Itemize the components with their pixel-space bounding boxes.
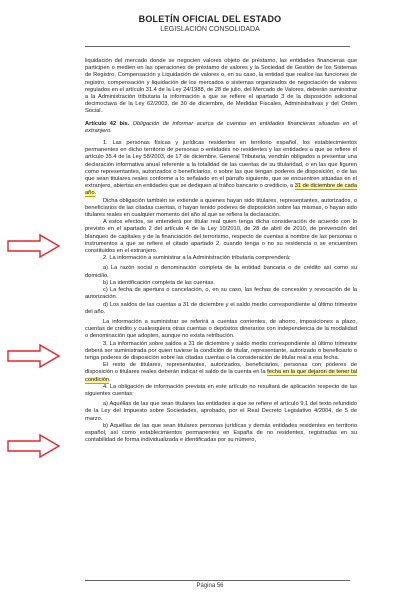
highlighted-text: fecha en la que dejaron de tener tal condición bbox=[85, 369, 357, 383]
paragraph: Dicha obligación también se extiende a quienes hayan sido titulares, representantes, autorizados, o beneficiarios de las citadas cuentas, o hayan tenido poderes de disposición sobre las mismas, o hayan sido titulares reales en cualquier momento del año al que se refiera la declaración. bbox=[85, 197, 357, 219]
list-item: a) La razón social o denominación completa de la entidad bancaria o de crédito así como su domicilio. bbox=[85, 265, 357, 279]
paragraph-text: 1. Las personas físicas y jurídicas residentes en territorio español, los establecimientos permanentes en dicho territorio de personas o entidades no residentes y las entidades a que se refiere el artículo 35.4 de la Ley 58/2003, de 17 de diciembre, General Tributaria, vendrán obligados a presentar una declaración informativa anual referente a la totalidad de las cuentas de su titularidad, o en las que figuren como representantes, autorizados o beneficiarios, o sobre las que tengan poderes de disposición, o de las que sean titulares reales conforme a lo señalado en el párrafo siguiente, que se encuentren situadas en el extranjero, abiertas en entidades que se dediquen al tráfico bancario o crediticio, a bbox=[85, 140, 357, 190]
annotation-arrow-icon bbox=[6, 433, 62, 459]
paragraph: 2. La información a suministrar a la Administración tributaria comprenderá: bbox=[103, 255, 291, 262]
paragraph-text: . bbox=[94, 190, 97, 197]
list-item: b) La identificación completa de las cuentas. bbox=[103, 279, 215, 286]
paragraph bbox=[85, 140, 357, 198]
paragraph: La información a suministrar se referirá a cuentas corrientes, de ahorro, imposiciones a plazo, cuentas de crédito y cualesquiera otras cuentas o depósitos dinerarios con independencia de la modalidad o denominación que adopten, aunque no exista retribución. bbox=[85, 318, 357, 340]
footer-divider bbox=[85, 580, 350, 581]
document-header bbox=[0, 14, 420, 34]
annotation-arrow-icon bbox=[6, 343, 62, 369]
document-body bbox=[85, 58, 357, 444]
paragraph: b) Aquéllas de las que sean titulares personas jurídicas y demás entidades residentes en territorio español, así como establecimientos permanentes en España de no residentes, registradas en su contabilidad de forma individualizada e identificadas por su número, bbox=[85, 422, 357, 444]
article-title: Obligación de informar acerca de cuentas en entidades financieras situadas en el extranjero. bbox=[85, 120, 357, 134]
header-divider bbox=[85, 46, 350, 47]
paragraph-text: El resto de titulares, representantes, autorizados, beneficiarios, personas con poderes de disposición o titulares reales deberán indicar el saldo de la cuenta en la bbox=[85, 362, 357, 376]
paragraph: 3. La información sobre saldos a 31 de diciembre y saldo medio correspondiente al último trimestre deberá ser suministrada por quien tuviese la condición de titular, representante, autorizado o beneficiario o tenga poderes de disposición sobre las citadas cuentas o la consideración de titular real a esa fecha. bbox=[85, 340, 357, 361]
annotation-arrow-icon bbox=[6, 233, 62, 259]
paragraph: a) Aquéllas de las que sean titulares las entidades a que se refiere el artículo 9.1 del texto refundido de la Ley del Impuesto sobre Sociedades, aprobado, por el Real Decreto Legislativo 4/2004, de 5 de marzo. bbox=[85, 401, 357, 422]
page-number: Página 56 bbox=[196, 583, 224, 589]
paragraph: liquidación del mercado donde se negocien valores objeto de préstamo, las entidades financieras que participen o medien en las operaciones de préstamo de valores y la Sociedad de Gestión de los Sistemas de Registro, Compensación y Liquidación de valores o, en su caso, la entidad que realice las funciones de registro, compensación y liquidación de los mercados o sistemas organizados de negociación de valores regulados en el artículo 31.4 de la Ley 24/1988, de 28 de julio, del Mercado de Valores, deberán suministrar a la Administración tributaria la información a que se refiere el apartado 3 de la disposición adicional decimoctava de la Ley 62/2003, de 30 de diciembre, de Medidas Fiscales, Administrativas y del Orden Social. bbox=[85, 58, 357, 115]
header-title: BOLETÍN OFICIAL DEL ESTADO bbox=[138, 14, 282, 24]
paragraph bbox=[85, 362, 357, 384]
paragraph: A estos efectos, se entenderá por titular real quien tenga dicha consideración de acuerdo con lo previsto en el apartado 2 del artículo 4 de la Ley 10/2010, de 28 de abril de 2010, de prevención del blanqueo de capitales y de la financiación del terrorismo, respecto de cuentas a nombre de las personas o instrumentos a que se refiere el citado apartado 2, cuando tenga o no su residencia o se encuentren constituidos en el extranjero. bbox=[85, 219, 357, 255]
highlighted-text: 31 de diciembre de cada año bbox=[85, 183, 357, 197]
list-item: d) Los saldos de las cuentas a 31 de diciembre y el saldo medio correspondiente al último trimestre del año. bbox=[85, 301, 357, 315]
paragraph-text: . bbox=[109, 376, 111, 383]
article-heading bbox=[85, 121, 357, 135]
list-item: c) La fecha de apertura o cancelación, o, en su caso, las fechas de concesión y revocación de la autorización. bbox=[85, 287, 357, 301]
header-subtitle: LEGISLACIÓN CONSOLIDADA bbox=[160, 26, 260, 33]
article-number: Artículo 42 bis. bbox=[85, 120, 130, 127]
paragraph: 4. La obligación de información prevista en este artículo no resultará de aplicación respecto de las siguientes cuentas: bbox=[85, 383, 357, 397]
